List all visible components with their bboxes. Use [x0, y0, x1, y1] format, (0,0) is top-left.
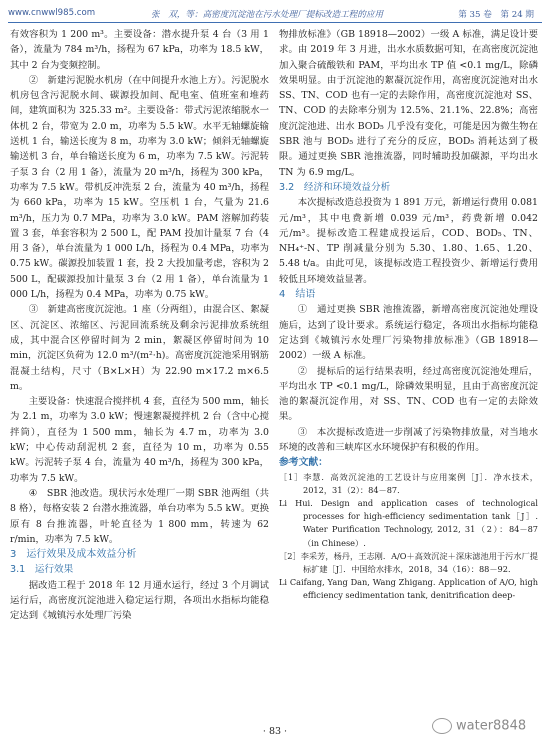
reference-text: 李慧．高效沉淀池的工艺设计与应用案例［J］．净水技术，2012，31（2）：84－87．	[303, 471, 538, 495]
reference-entry	[279, 576, 538, 602]
paragraph: 本次提标改造总投资为 1 891 万元，新增运行费用 0.081 元/m³，其中电费新增 0.039 元/m³，药费新增 0.042 元/m³。提标改造工程建成投运后，COD、BOD₅、TN、NH₄⁺-N、TP 削减量分别为 5.30、1.80、1.65、1.20、5.48 t/a。由此可见，该提标改造工程投资少、新增运行费用较低且环境效益显著。	[279, 197, 538, 285]
reference-entry	[279, 497, 538, 550]
volume-issue: 第 35 卷 第 24 期	[458, 10, 534, 20]
subsection-heading: 3.1 运行效果	[10, 564, 74, 576]
watermark	[432, 718, 526, 734]
subsection-heading: 3.2 经济和环境效益分析	[279, 181, 391, 193]
conclusion-item: ③ 本次提标改造进一步削减了污染物排放量，对当地水环境的改善和三峡库区水环境保护有积极的作用。	[279, 426, 538, 454]
paragraph: 主要设备：快速混合搅拌机 4 套，直径为 500 mm，轴长为 2.1 m，功率为 3.0 kW；慢速絮凝搅拌机 2 台（含中心搅拌筒），直径为 1 500 mm，轴长为 4.7 m，功率为 3.0 kW；中心传动刮泥机 2 套，直径为 10 m，功率为 0.55 kW。污泥转子泵 4 台，流量为 40 m³/h，扬程为 300 kPa，功率为 7.5 kW。	[10, 396, 269, 484]
reference-text: Li Hui. Design and application cases of technological processes for high-efficiency sedimentation tank［J］. Water Purification Technology, 2012, 31（2）：84－87（in Chinese）.	[279, 498, 538, 548]
reference-text: 李采芳，杨丹，王志刚．A/O＋高效沉淀＋深床滤池用于污水厂提标扩建［J］．中国给水排水，2018，34（16）：88－92．	[300, 550, 538, 575]
wechat-icon	[432, 718, 452, 734]
page-number: · 83 ·	[262, 726, 288, 737]
paragraph: ③ 新建高密度沉淀池。1 座（分两组），由混合区、絮凝区、沉淀区、浓缩区、污泥回流系统及剩余污泥排放系统组成，其中混合区停留时间为 2 min，絮凝区停留时间为 10 min，沉淀区负荷为 12.0 m³/(m²·h)。高密度沉淀池采用钢筋混凝土结构，尺寸（B×L×H）为 22.90 m×17.2 m×6.5 m。	[10, 304, 269, 392]
watermark-text: water8848	[456, 718, 527, 734]
reference-entry	[279, 471, 538, 497]
reference-number: ［1］	[279, 471, 304, 482]
journal-website: www.cnwwl985.com	[8, 8, 96, 18]
running-title: 张 双，等：高密度沉淀池在污水处理厂提标改造工程的应用	[151, 10, 384, 20]
section-heading: 4 结语	[279, 289, 316, 301]
paragraph: 有效容积为 1 200 m³。主要设备：潜水提升泵 4 台（3 用 1 备），流量为 784 m³/h，扬程为 67 kPa，功率为 18.5 kW，其中 2 台为变频控制。	[10, 29, 269, 71]
running-header	[8, 6, 542, 23]
conclusion-item: ① 通过更换 SBR 池推流器，新增高密度沉淀池处理设施后，达到了设计要求。系统运行稳定，各项出水指标均能稳定达到《城镇污水处理厂污染物排放标准》（GB 18918—2002）一级 A 标准。	[279, 304, 538, 362]
references-heading: 参考文献：	[279, 457, 328, 469]
reference-entry	[279, 550, 538, 576]
paragraph: 物排放标准》（GB 18918—2002）一级 A 标准，满足设计要求。由 2019 年 3 月进，出水水质数据可知，在高密度沉淀池加入聚合硫酸铁和 PAM，平均出水 TP 值 <0.1 mg/L，除磷效果明显。由于沉淀池的絮凝沉淀作用，高密度沉淀池对出水 SS、TN、COD 也有一定的去除作用，高密度沉淀池对 SS、TN、COD 的去除率分别为 12.5%、21.1%、22.8%；高密度沉淀池进、出水 BOD₅ 几乎没有变化，可能是因为微生物在 SBR 池与 BOD₅ 进行了充分的反应，BOD₅ 消耗达到了极限。通过更换 SBR 池推流器，同时辅助投加碳源，平均出水 TN 为 6.9 mg/L。	[279, 29, 538, 178]
conclusion-item: ② 提标后的运行结果表明，经过高密度沉淀池处理后，平均出水 TP <0.1 mg/L，除磷效果明显，且由于高密度沉淀池的絮凝沉淀作用，对 SS、TN、COD 也有一定的去除效果。	[279, 365, 538, 423]
left-column	[10, 27, 269, 624]
right-column	[279, 27, 538, 603]
section-heading: 3 运行效果及成本效益分析	[10, 549, 137, 561]
paragraph: ④ SBR 池改造。现状污水处理厂一期 SBR 池两组（共 8 格），每格安装 2 台潜水推流器，单台功率为 5.5 kW。更换原有 8 台推流器，叶轮直径为 1 800 mm，转速为 62 r/min，功率为 7.5 kW。	[10, 487, 269, 545]
reference-number: ［2］	[279, 550, 301, 561]
reference-text: Li Caifang, Yang Dan, Wang Zhigang. Application of A/O, high efficiency sedimentation tank, denitrification deep-	[279, 577, 538, 601]
paragraph: ② 新建污泥脱水机房（在中间提升水池上方）。污泥脱水机房包含污泥脱水间、碳源投加间、配电室、值班室和堆药间，建筑面积为 325.33 m²。主要设备：带式污泥浓缩脱水一体机 2 台，带宽为 2.0 m，功率为 5.5 kW。水平无轴螺旋输送机 1 台，输送长度为 8 m，功率为 3.0 kW；倾斜无轴螺旋输送机 3 台，单台输送长度为 6 m，功率为 7.5 kW。污泥转子泵 3 台（2 用 1 备），流量为 20 m³/h，扬程为 300 kPa，功率为 7.5 kW。带机反冲洗泵 2 台，流量为 40 m³/h，扬程为 660 kPa，功率为 15 kW。空压机 1 台，气量为 21.6 m³/h，压力为 0.7 MPa，功率为 3.0 kW。PAM 溶解加药装置 3 套，单套容积为 2 500 L，配 PAM 投加计量泵 7 台（4 用 3 备），单台流量为 1 000 L/h，扬程为 0.4 MPa，功率为 0.75 kW。碳源投加装置 1 套，投 2 大投加量考虑，容积为 2 500 L，配碳源投加计量泵 3 台（2 用 1 备），单台流量为 1 000 L/h，扬程为 0.4 MPa，功率为 0.75 kW。	[10, 74, 269, 301]
paragraph: 据改造工程于 2018 年 12 月通水运行，经过 3 个月调试运行后，高密度沉淀池进入稳定运行期，各项出水指标均能稳定达到《城镇污水处理厂污染	[10, 579, 269, 622]
